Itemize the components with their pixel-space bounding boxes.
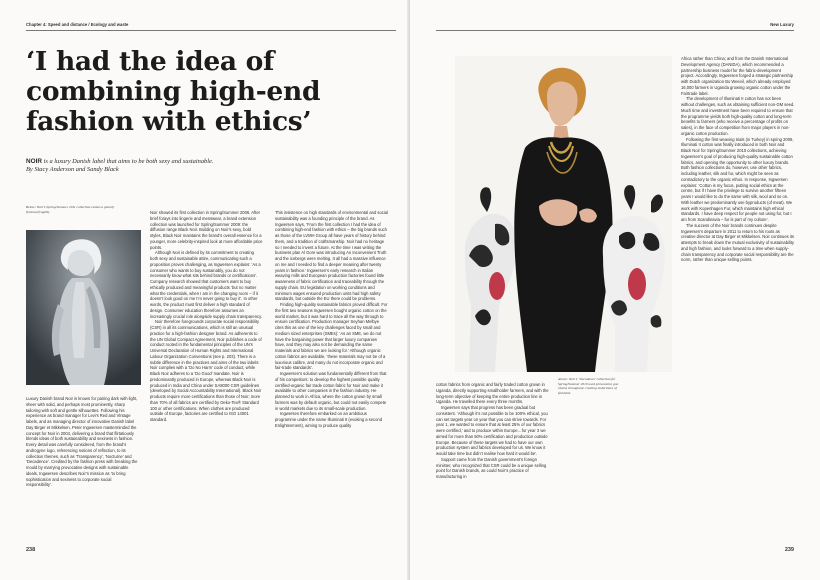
paragraph: cotton fabrics from organic and fairly traded cotton grown in Uganda, directly supporting smallholder farmers, and with the long-term objective of keeping the entire production line in Uganda. He travelled there every three months.: [436, 382, 549, 405]
running-head-right: New Luxury: [770, 22, 794, 27]
model-figure-illustration: [26, 230, 141, 385]
paragraph: Although Noir is defined by its commitment to creating both sexy and sustainable attire, communicating such a proposition proves challenging, as Ingwersen explains: ‘As a consumer who wants to buy sustainably, you do not necessarily know what sits behind brands or certifications’. Company research showed that customers want to buy ethically produced and meaningful products ‘but no matter what the credentials, when I am in the changing room – if it doesn’t look good on me I’m never going to buy it’. In other words, the product must first deliver a high standard of design. Consumer education therefore assumes an increasingly crucial role alongside supply chain transparency.: [150, 250, 263, 319]
running-head-left: Chapter 4: Speed and distance / Ecology and waste: [26, 22, 129, 27]
photo-caption-left: Below: Noir’s Spring/Summer 2011 collection evokes a ghostly fictional fragility: [26, 205, 115, 214]
paragraph: Noir showed its first collection in Spring/Summer 2006. After brief forays into lingerie and menswear, a brand extension collection was launched for Spring/Summer 2009: the diffusion range Black Noir. Building on Noir’s sexy, bold styles, Black Noir maintains the brand’s overall essence for a younger, more celebrity-inspired look at more affordable price points.: [150, 210, 263, 250]
page-title: ‘I had the idea of combining high-end fashion with ethics’: [26, 46, 321, 137]
standfirst: [26, 158, 326, 175]
paragraph: This insistence on high standards of environmental and social sustainability was a founding principle of the brand. As Ingwersen says, ‘From the first collection I had the idea of combining high-end fashion with ethics – the big brands such as those of the LVMH Group all have years of history behind them, and a tradition of craftsmanship. Noir had no heritage so I needed to invent a future. At the time I was writing the business plan Al Gore was introducing An Inconvenient Truth and the icebergs were melting. It all had a massive influence on me and I needed to find a deeper meaning after twenty years in fashion.’ Ingwersen’s early research in Italian weaving mills and European production factories found little awareness of fabric certification and traceability through the supply chain. EU legislation on working conditions and minimum wages ensured production units had high safety standards, but outside the EU there could be problems.: [275, 210, 388, 302]
paragraph: The development of Illuminati II cotton has not been without challenges, such as obtaining sufficient non-GM seed. Much time and investment have been required to ensure that the programme yields both high-quality cotton and long-term benefits to farmers (who receive a percentage of profits on sales), in the face of competition from major players in non-organic cotton production.: [681, 96, 795, 136]
fashion-photo-right: [455, 56, 672, 372]
paragraph: Ingwersen says that progress has been gradual but consistent. ‘Although it’s not possible to be 100% ethical, you can set targets year on year that you can strive towards. For year 1, we wanted to ensure that at least 25% of our fabrics were certified,’ and to produce within Europe…for year 3 we aimed for more than 50% certification and production outside Europe. Because of these targets we had to have our own production system and fabrics developed for us. We know it would take time but didn’t realise how hard it would be’.: [436, 405, 548, 456]
paragraph: Ingwersen’s solution was fundamentally different from that of his competitors: to develop the highest possible quality certified-organic fair trade cotton fabric for Noir and make it available to other companies in the fashion industry. He planned to work in Africa, where the cotton grown by small farmers was by default organic, but could not easily compete in world markets due to its small-scale production.: [275, 371, 387, 411]
photo-caption-right: Above: Noir’s ‘Decadence’ collection for Spring/Summer 2010 used provocative gun chains throughout, creating undertones of fetishism: [558, 377, 619, 395]
body-column-5: [681, 56, 795, 546]
woman-with-great-danes-illustration: [455, 56, 672, 372]
body-column-3: [275, 210, 388, 545]
paragraph: Following the first weaving trials (in Turkey) in spring 2009, Illuminati II cotton was finally introduced in both Noir and Black Noir for Spring/Summer 2010 collections, achieving Ingwersen’s goal of producing high-quality sustainable cotton fabrics, and opening the opportunity to other luxury brands. Both fashion collections do, however, use other fabrics, including leather, silk and fur, which might be seen as contradictory to the organic ethos. In response, Ingwersen explains: ‘Cotton is my focus, putting social ethics at the centre, but if I have the privilege to survive another fifteen years I would like to do the same with silk, wool and so on. With leather we predominantly use byproducts (of meat). We work with Kopenhagen Fur, which maintains high ethical standards. I have deep respect for people not using fur, but I am from Scandinavia – fur is part of my culture’.: [681, 136, 794, 222]
paragraph: Ingwersen therefore embarked on an ambitious programme under the name Illuminati II (evoking a second Enlightenment), aiming to produce quality: [275, 411, 383, 428]
header-rule-right: [436, 30, 794, 31]
paragraph: Africa rather than China; and from the Danish International Development Agency (DANIDA), which recommended a partnership business model for the fabric-development project. Accordingly, Ingwersen forged a strategic partnership with Dutch organization Bo Weevil, which already employed 16,000 farmers in Uganda growing organic cotton under the Fairtrade label.: [681, 56, 794, 96]
standfirst-text: is a luxury Danish label that aims to be both sexy and sustainable.: [41, 158, 214, 165]
page-number-right: 239: [784, 547, 794, 553]
paragraph: Noir therefore foregrounds corporate social responsibility (CSR) in all its communications, which is still an unusual practice for a high-fashion designer brand. As adherents to the UN Global Compact Agreement, Noir publishes a code of conduct rooted in the fundamental principles of the UN’s Universal Declaration of Human Rights and International Labour Organization Conventions (see p. 203). There is a subtle difference in the practices and aims of the two labels: Noir complies with a ‘Do No Harm’ code of conduct, while Black Noir adheres to a ‘Do Good’ mandate. Noir is predominantly produced in Europe, whereas Black Noir is produced in India and China under SA8000 CSR guidelines (developed by Social Accountability International). Black Noir products require more certifications than those of Noir; more than 70% of all fabrics are certified by Oeko-Tex® Standard 100 or other certifications. When clothes are produced outside of Europe, factories are certified to ISO 14001 standard.: [150, 319, 262, 422]
header-rule-left: [26, 30, 396, 31]
body-column-1: [26, 396, 138, 541]
paragraph: Finding high-quality sustainable fabrics proved difficult. For the first two seasons Ingwersen bought organic cotton on the world market, but it was hard to trace all the way through to ensure certification. Production manager Seyhan Melbye cites this as one of the key challenges faced by small and medium sized enterprises (SMEs): ‘As an SME, we do not have the bargaining power that larger luxury companies have, and they may also not be demanding the same materials and fabrics we are looking for.’ Although organic cotton fabrics are available, ‘these materials may not be of a luxurious calibre, and many do not incorporate organic and fair-trade standards’.: [275, 302, 388, 371]
byline: By Stacy Anderson and Sandy Black: [26, 166, 119, 174]
paragraph: The success of the Noir brands continues despite Ingwersen’s departure in 2011 to return to his roots as creative director at Day Birger et Mikkelsen. Noir continues its attempts to break down the mutual exclusivity of sustainability and high fashion, and looks forward to a time when supply-chain transparency and corporate social responsibility are the norm, rather than unique selling points.: [681, 222, 795, 263]
paragraph: Luxury Danish brand Noir is known for pairing dark with light, sheer with solid, and perhaps most prominently, sharp tailoring with soft and gentle silhouettes. Following his experience as brand manager for Levi’s Red and Vintage labels, and as managing director of innovative Danish label Day Birger et Mikkelsen, Peter Ingwersen masterminded the concept for Noir in 2004, delivering a brand that flirtatiously blends ideas of both sustainability and sexiness in fashion. Every detail was carefully considered, from the brand’s androgyne logo, referencing notions of reflection, to its collection themes, such as ‘Transparency’, ‘Nocturne’ and ‘Decadence’. Credited by the fashion press with breaking the mould by marrying provocative designs with sustainable ideals, Ingwersen describes Noir’s mission as ‘to bring sophistication and sexiness to corporate social responsibility’.: [26, 396, 138, 488]
fashion-photo-left: [26, 230, 141, 385]
body-column-2: [150, 210, 263, 545]
standfirst-brand: NOIR: [26, 158, 42, 165]
page-number-left: 238: [26, 547, 36, 553]
body-column-4: [436, 382, 551, 545]
paragraph: Support came from the Danish government’s foreign minister, who recognized that CSR could be a unique selling point for Danish brands, as could Noir’s practice of manufacturing in: [436, 456, 547, 479]
